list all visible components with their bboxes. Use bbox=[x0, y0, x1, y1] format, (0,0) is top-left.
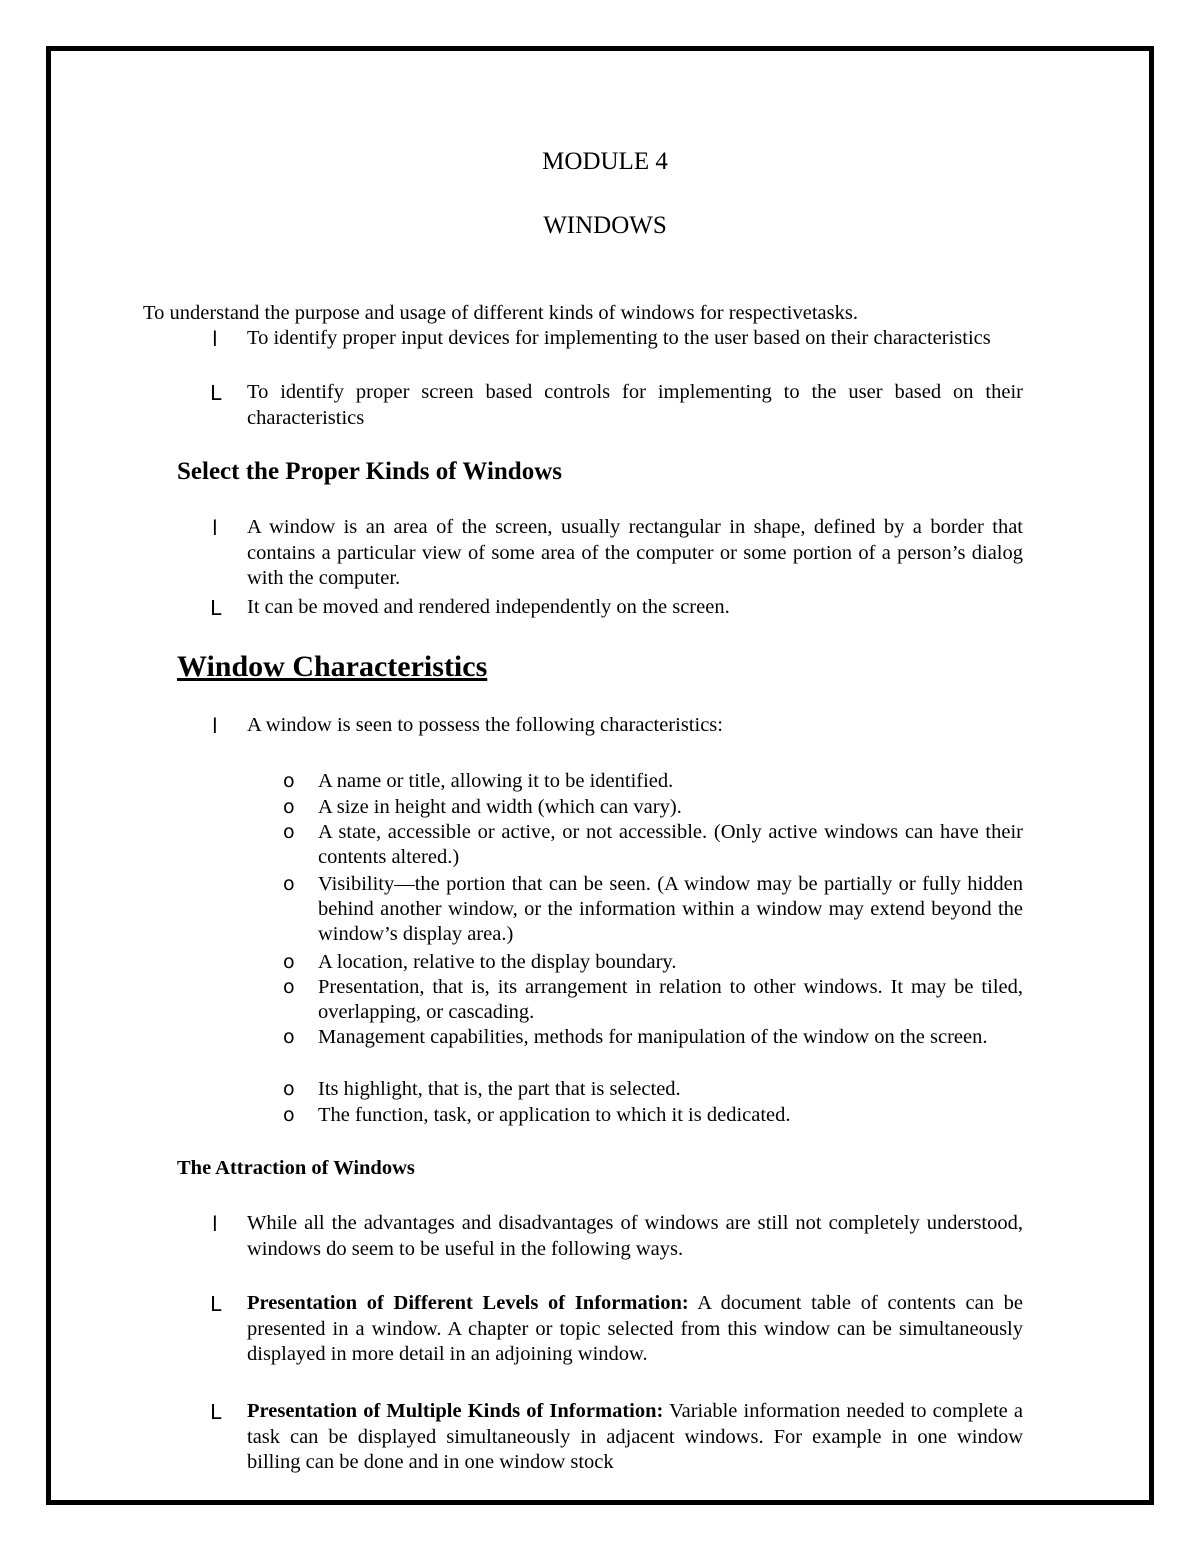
sub-bullet: o bbox=[283, 770, 295, 792]
characteristic-item: Visibility—the portion that can be seen. (A window may be partially or fully hidden behind another window, or the information within a window may extend beyond the window’s display area.) bbox=[318, 873, 1023, 945]
characteristics-lead: A window is seen to possess the following characteristics: bbox=[247, 714, 723, 736]
attraction-kinds bbox=[247, 1399, 1023, 1476]
attraction-intro: While all the advantages and disadvantages of windows are still not completely understood, windows do seem to be useful in the following ways. bbox=[247, 1212, 1023, 1260]
term-description: A document table of contents can be presented in a window. A chapter or topic selected from this window can be simultaneously displayed in more detail in an adjoining window. bbox=[247, 1292, 1023, 1365]
bullet-marker: L bbox=[210, 381, 222, 405]
sub-bullet: o bbox=[283, 796, 295, 818]
intro-item-2: To identify proper screen based controls for implementing to the user based on their characteristics bbox=[247, 381, 1023, 429]
section-heading-select-windows: Select the Proper Kinds of Windows bbox=[177, 458, 562, 485]
intro-item-1: To identify proper input devices for implementing to the user based on their characteristics bbox=[247, 327, 991, 349]
sub-bullet: o bbox=[283, 873, 295, 895]
characteristic-item: A state, accessible or active, or not accessible. (Only active windows can have their contents altered.) bbox=[318, 821, 1023, 868]
bullet-marker: l bbox=[212, 714, 218, 738]
characteristic-item: Its highlight, that is, the part that is selected. bbox=[318, 1078, 681, 1100]
bullet-marker: l bbox=[212, 516, 218, 540]
characteristic-item: The function, task, or application to which it is dedicated. bbox=[318, 1104, 791, 1126]
bullet-marker: l bbox=[212, 327, 218, 351]
attraction-levels bbox=[247, 1291, 1023, 1368]
term-label: Presentation of Different Levels of Information: bbox=[247, 1292, 689, 1314]
window-movable: It can be moved and rendered independently on the screen. bbox=[247, 596, 730, 618]
bullet-marker: L bbox=[210, 1292, 222, 1316]
characteristic-item: A location, relative to the display boundary. bbox=[318, 951, 677, 973]
sub-bullet: o bbox=[283, 1026, 295, 1048]
characteristic-item: A name or title, allowing it to be identified. bbox=[318, 770, 674, 792]
bullet-marker: l bbox=[212, 1212, 218, 1236]
section-heading-window-characteristics: Window Characteristics bbox=[177, 650, 488, 683]
characteristic-item: Management capabilities, methods for manipulation of the window on the screen. bbox=[318, 1026, 988, 1048]
module-title: MODULE 4 bbox=[542, 148, 668, 175]
sub-bullet: o bbox=[283, 951, 295, 973]
bullet-marker: L bbox=[210, 1400, 222, 1424]
characteristic-item: A size in height and width (which can vary). bbox=[318, 796, 682, 818]
characteristic-item: Presentation, that is, its arrangement in relation to other windows. It may be tiled, overlapping, or cascading. bbox=[318, 976, 1023, 1023]
intro-line: To understand the purpose and usage of different kinds of windows for respectivetasks. bbox=[143, 302, 858, 324]
sub-bullet: o bbox=[283, 976, 295, 998]
chapter-title: WINDOWS bbox=[543, 212, 667, 239]
term-label: Presentation of Multiple Kinds of Information: bbox=[247, 1400, 664, 1422]
sub-bullet: o bbox=[283, 1078, 295, 1100]
term-description: Variable information needed to complete a task can be displayed simultaneously in adjacent windows. For example in one window billing can be done and in one window stock bbox=[247, 1400, 1024, 1473]
bullet-marker: L bbox=[210, 596, 222, 620]
sub-bullet: o bbox=[283, 1104, 295, 1126]
section-heading-attraction: The Attraction of Windows bbox=[177, 1157, 415, 1179]
sub-bullet: o bbox=[283, 821, 295, 843]
window-definition: A window is an area of the screen, usually rectangular in shape, defined by a border that contains a particular view of some area of the computer or some portion of a person’s dialog with the computer. bbox=[247, 516, 1023, 589]
